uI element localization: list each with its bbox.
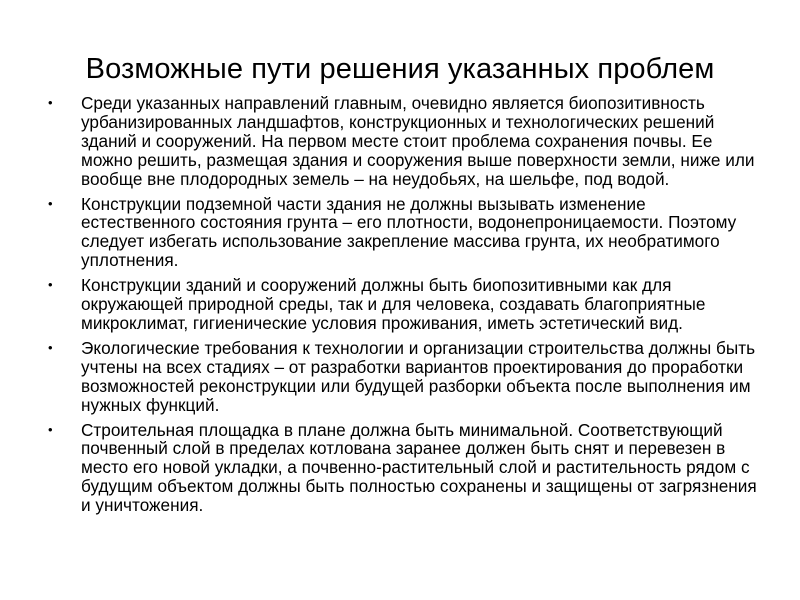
bullet-item — [48, 276, 760, 333]
bullet-text: Конструкции зданий и сооружений должны быть биопозитивными как для окружающей природной среды, так и для человека, создавать благоприятные микроклимат, гигиенические условия проживания, иметь эстетический вид. — [81, 275, 706, 333]
bullet-dot-icon: • — [48, 195, 53, 211]
bullet-dot-icon: • — [48, 277, 53, 293]
bullet-text: Экологические требования к технологии и организации строительства должны быть учтены на всех стадиях – от разработки вариантов проектирования до проработки возможностей реконструкции или будущей разборки объекта после выполнения им нужных функций. — [81, 337, 756, 415]
bullet-dot-icon: • — [48, 339, 53, 355]
bullet-text: Конструкции подземной части здания не должны вызывать изменение естественного состояния грунта – его плотности, водонепроницаемости. Поэтому следует избегать использование закрепление массива грунта, их необратимого уплотнения. — [81, 193, 737, 271]
bullet-dot-icon: • — [48, 421, 53, 437]
slide-title: Возможные пути решения указанных проблем — [85, 53, 715, 86]
bullet-text: Среди указанных направлений главным, очевидно является биопозитивность урбанизированных ландшафтов, конструкционных и технологических решений зданий и сооружений. На первом месте стоит проблема сохранения почвы. Ее можно решить, размещая здания и сооружения выше поверхности земли, ниже или вообще вне плодородных земель – на неудобьях, на шельфе, под водой. — [81, 93, 755, 189]
bullet-item — [48, 339, 760, 415]
bullet-list — [48, 94, 760, 521]
bullet-item — [48, 421, 760, 516]
bullet-dot-icon: • — [48, 95, 53, 110]
bullet-item — [48, 195, 760, 271]
bullet-item — [48, 94, 760, 189]
bullet-text: Строительная площадка в плане должна быть минимальной. Соответствующий почвенный слой в пределах котлована заранее должен быть снят и перевезен в место его новой укладки, а почвенно-растительный слой и растительность рядом с будущим объектом должны быть полностью сохранены и защищены от загрязнения и уничтожения. — [81, 419, 757, 516]
